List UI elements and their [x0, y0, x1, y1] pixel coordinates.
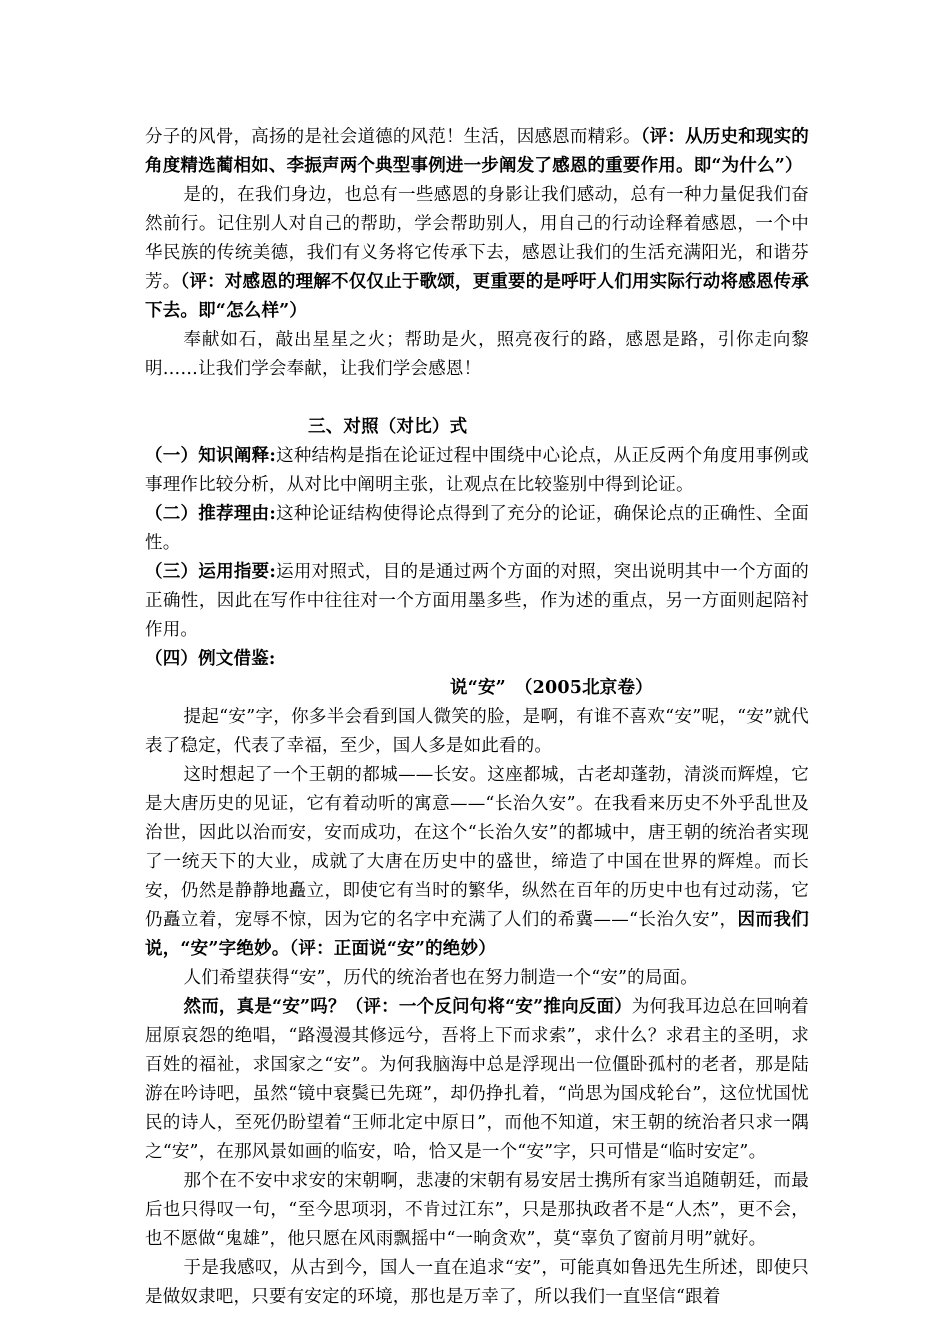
- paragraph-text: 是的，在我们身边，也总有一些感恩的身影让我们感动，总有一种力量促我们奋然前行。记住别人对自己的帮助，学会帮助别人，用自己的行动诠释着感恩，一个中华民族的传统美德，我们有义务将它传承下去，感恩让我们的生活充满阳光，和谐芬芳。: [145, 185, 809, 292]
- paragraph-text: 那个在不安中求安的宋朝啊，悲凄的宋朝有易安居士携所有家当追随朝廷，而最后也只得叹一句，“至今思项羽，不肯过江东”，只是那执政者不是“人杰”，更不会，也不愿做“鬼雄”，他只愿在风雨飘摇中“一晌贪欢”，莫“辜负了窗前月明”就好。: [145, 1171, 809, 1249]
- knowledge-item: [145, 442, 809, 500]
- spacer: [145, 384, 809, 413]
- item-label: （三）运用指要:: [145, 562, 277, 582]
- paragraph-text: 人们希望获得“安”，历代的统治者也在努力制造一个“安”的局面。: [183, 968, 698, 988]
- paragraph-text: 于是我感叹，从古到今，国人一直在追求“安”，可能真如鲁迅先生所述，即使只是做奴隶吧，只要有安定的环境，那也是万幸了，所以我们一直坚信“跟着: [145, 1258, 809, 1307]
- paragraph-text: 为何我耳边总在回响着屈原哀怨的绝唱，“路漫漫其修远兮，吾将上下而求索”，求什么？求君主的圣明，求百姓的福祉，求国家之“安”。为何我脑海中总是浮现出一位僵卧孤村的老者，那是陆游在吟诗吧，虽然“镜中衰鬓已先斑”，却仍挣扎着，“尚思为国戍轮台”，这位忧国忧民的诗人，至死仍盼望着“王师北定中原日”，而他不知道，宋王朝的统治者只求一隅之“安”，在那风景如画的临安，哈，恰又是一个“安”字，只可惜是“临时安定”。: [145, 997, 810, 1162]
- paragraph-text: 提起“安”字，你多半会看到国人微笑的脸，是啊，有谁不喜欢“安”呢，“安”就代表了稳定，代表了幸福，至少，国人多是如此看的。: [145, 707, 809, 756]
- article-paragraph: [145, 1167, 809, 1254]
- comment-text: 因而我们说，“安”字绝妙。（评：正面说“安”的绝妙）: [145, 910, 809, 959]
- paragraph: [145, 123, 809, 181]
- document-body: [145, 123, 809, 1312]
- item-text: 运用对照式，目的是通过两个方面的对照，突出说明其中一个方面的正确性，因此在写作中往往对一个方面用墨多些，作为述的重点，另一方面则起陪衬作用。: [145, 562, 810, 640]
- article-paragraph: [145, 964, 809, 993]
- article-paragraph: [145, 1254, 809, 1312]
- item-text: 这种论证结构使得论点得到了充分的论证，确保论点的正确性、全面性。: [145, 504, 810, 553]
- paragraph-text: 分子的风骨，高扬的是社会道德的风范！生活，因感恩而精彩。: [145, 127, 641, 147]
- knowledge-item: [145, 558, 809, 645]
- knowledge-item: [145, 500, 809, 558]
- item-label: （二）推荐理由:: [145, 504, 277, 524]
- paragraph-text: 这时想起了一个王朝的都城——长安。这座都城，古老却蓬勃，清淡而辉煌，它是大唐历史的见证，它有着动听的寓意——“长治久安”。在我看来历史不外乎乱世及治世，因此以治而安，安而成功，在这个“长治久安”的都城中，唐王朝的统治者实现了一统天下的大业，成就了大唐在历史中的盛世，缔造了中国在世界的辉煌。而长安，仍然是静静地矗立，即使它有当时的繁华，纵然在百年的历史中也有过动荡，它仍矗立着，宠辱不惊，因为它的名字中充满了人们的希冀——“长治久安”，: [145, 765, 809, 930]
- item-label: （一）知识阐释:: [145, 446, 277, 466]
- example-heading: （四）例文借鉴:: [145, 649, 276, 669]
- paragraph: [145, 326, 809, 384]
- paragraph-text: 奉献如石，敲出星星之火；帮助是火，照亮夜行的路，感恩是路，引你走向黎明……让我们学会奉献，让我们学会感恩！: [145, 330, 809, 379]
- comment-text: （评：从历史和现实的角度精选蔺相如、李振声两个典型事例进一步阐发了感恩的重要作用。即“为什么”）: [145, 127, 810, 176]
- comment-text: 然而，真是“安”吗？（评：一个反问句将“安”推向反面）: [183, 997, 632, 1017]
- article-paragraph: [145, 703, 809, 761]
- item-text: 这种结构是指在论证过程中围绕中心论点，从正反两个角度用事例或事理作比较分析，从对比中阐明主张，让观点在比较鉴别中得到论证。: [145, 446, 810, 495]
- section-heading: 三、对照（对比）式: [308, 417, 468, 437]
- article-title: 说“安” （2005北京卷）: [450, 678, 653, 698]
- article-paragraph: [145, 761, 809, 964]
- comment-text: （评：对感恩的理解不仅仅止于歌颂，更重要的是呼吁人们用实际行动将感恩传承下去。即“怎么样”）: [145, 272, 810, 321]
- paragraph: [145, 181, 809, 326]
- article-paragraph: [145, 993, 809, 1167]
